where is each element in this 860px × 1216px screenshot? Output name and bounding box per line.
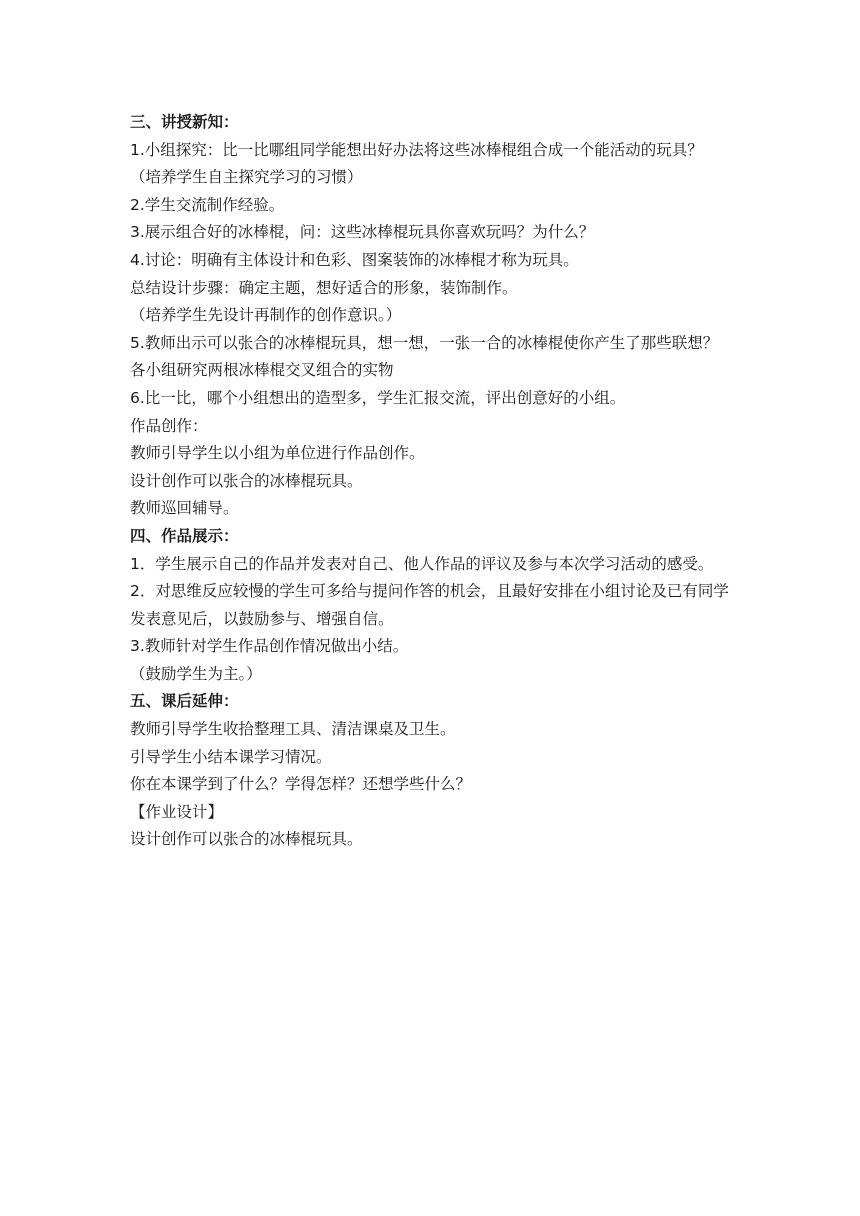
paragraph-show-combined: 3.展示组合好的冰棒棍，问：这些冰棒棍玩具你喜欢玩吗？为什么？ <box>130 223 595 242</box>
paragraph-discussion: 4.讨论：明确有主体设计和色彩、图案装饰的冰棒棍才称为玩具。 <box>130 250 579 269</box>
paragraph-teacher-guide: 教师引导学生以小组为单位进行作品创作。 <box>130 444 425 463</box>
paragraph-student-showcase: 1．学生展示自己的作品并发表对自己、他人作品的评议及参与本次学习活动的感受。 <box>130 554 714 573</box>
paragraph-homework: 设计创作可以张合的冰棒棍玩具。 <box>130 830 363 849</box>
document-body <box>130 109 736 854</box>
paragraph-goal-self-study: （培养学生自主探究学习的习惯） <box>130 168 363 187</box>
paragraph-compare-shapes: 6.比一比，哪个小组想出的造型多，学生汇报交流，评出创意好的小组。 <box>130 388 626 407</box>
paragraph-reflection-questions: 你在本课学到了什么？学得怎样？还想学些什么？ <box>130 775 472 794</box>
section-heading-lecture: 三、讲授新知： <box>130 113 239 131</box>
paragraph-design-toy: 设计创作可以张合的冰棒棍玩具。 <box>130 471 363 490</box>
section-heading-extension: 五、课后延伸： <box>130 692 239 711</box>
paragraph-teacher-tour: 教师巡回辅导。 <box>130 499 239 518</box>
paragraph-cleanup: 教师引导学生收拾整理工具、清洁课桌及卫生。 <box>130 720 456 739</box>
paragraph-review: 引导学生小结本课学习情况。 <box>130 747 332 766</box>
paragraph-share-experience: 2.学生交流制作经验。 <box>130 195 285 214</box>
paragraph-group-exploration: 1.小组探究：比一比哪组同学能想出好办法将这些冰棒棍组合成一个能活动的玩具？ <box>130 140 703 159</box>
section-heading-homework: 【作业设计】 <box>130 802 224 821</box>
paragraph-design-steps: 总结设计步骤：确定主题，想好适合的形象，装饰制作。 <box>130 278 518 297</box>
section-heading-showcase: 四、作品展示： <box>130 526 239 545</box>
paragraph-creation-label: 作品创作： <box>130 416 208 435</box>
paragraph-teacher-demo: 5.教师出示可以张合的冰棒棍玩具，想一想，一张一合的冰棒棍使你产生了那些联想？ <box>130 333 719 352</box>
paragraph-goal-design-first: （培养学生先设计再制作的创作意识。） <box>130 306 402 325</box>
paragraph-encourage: （鼓励学生为主。） <box>130 664 262 683</box>
paragraph-group-research: 各小组研究两根冰棒棍交叉组合的实物 <box>130 361 394 380</box>
paragraph-teacher-summary: 3.教师针对学生作品创作情况做出小结。 <box>130 637 409 656</box>
paragraph-slow-learners: 2．对思维反应较慢的学生可多给与提问作答的机会，且最好安排在小组讨论及已有同学发表意见后，以鼓励参与、增强自信。 <box>130 582 729 628</box>
